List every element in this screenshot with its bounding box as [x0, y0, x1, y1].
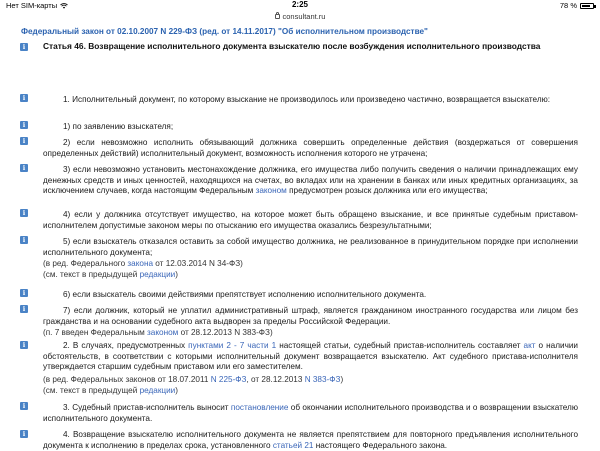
- item-1-4: 4) если у должника отсутствует имущество, на которое может быть обращено взыскание, и все принятые судебным приставом-исполнителем допустимые законом меры по отысканию его имущества оказались безрезультатными;: [43, 210, 578, 230]
- p2-text: о наличии обстоятельств, в соответствии с которыми исполнительный документ возвращается взыскателю. Акт судебного пристава-исполнителя утверждается старшим судебным приставом или его заместителем.: [43, 341, 578, 372]
- info-icon[interactable]: i: [20, 430, 28, 438]
- paragraph-3: [43, 403, 578, 424]
- law-link[interactable]: закона: [127, 259, 154, 268]
- info-icon[interactable]: i: [20, 236, 28, 244]
- item-1-3-text-b: предусмотрен розыск должника или его имущества;: [286, 186, 488, 196]
- item-1-3: [43, 165, 578, 197]
- amendment-note: [43, 259, 578, 270]
- law-link[interactable]: законом: [255, 186, 287, 196]
- info-icon[interactable]: i: [20, 209, 28, 217]
- p3-text: об окончании исполнительного производства и о возвращении взыскателю исполнительного документа.: [43, 403, 578, 423]
- law-link[interactable]: N 383-ФЗ: [304, 375, 341, 384]
- info-icon[interactable]: i: [20, 402, 28, 410]
- article-title: Статья 46. Возвращение исполнительного документа взыскателю после возбуждения исполнительного производства: [43, 41, 541, 51]
- p4-text: 4. Возвращение взыскателю исполнительного документа не является препятствием для повторного предъявления исполнительного документа к исполнению в пределах срока, установленного: [43, 430, 578, 450]
- amendment-note: [43, 328, 578, 339]
- paragraph-2: [43, 341, 578, 373]
- law-link[interactable]: законом: [147, 328, 179, 337]
- note-text: (п. 7 введен Федеральным: [43, 328, 148, 337]
- note-text: ): [175, 386, 178, 395]
- info-icon[interactable]: i: [20, 289, 28, 297]
- law-link[interactable]: N 225-ФЗ: [210, 375, 247, 384]
- info-icon[interactable]: i: [20, 121, 28, 129]
- paragraph-4: [43, 430, 578, 451]
- p2-text: настоящей статьи, судебный пристав-исполнитель составляет: [276, 341, 524, 350]
- note-text: (в ред. Федеральных законов от 18.07.2011: [43, 375, 211, 384]
- note-text: ): [175, 270, 178, 279]
- law-title[interactable]: Федеральный закон от 02.10.2007 N 229-ФЗ (ред. от 14.11.2017) "Об исполнительном производстве": [21, 27, 428, 36]
- amendment-note: [43, 375, 578, 386]
- note-text: (см. текст в предыдущей: [43, 270, 140, 279]
- note-text: (в ред. Федерального: [43, 259, 128, 268]
- act-link[interactable]: акт: [523, 341, 536, 350]
- edition-link[interactable]: редакции: [139, 270, 176, 279]
- battery-icon: [580, 3, 594, 9]
- note-text: (см. текст в предыдущей: [43, 386, 140, 395]
- p4-text: настоящего Федерального закона.: [313, 440, 448, 450]
- lock-icon: [275, 14, 280, 19]
- info-icon[interactable]: i: [20, 94, 28, 102]
- resolution-link[interactable]: постановление: [230, 403, 289, 412]
- carrier-label: Нет SIM-карты: [6, 1, 58, 10]
- p2-text: 2. В случаях, предусмотренных: [63, 341, 189, 350]
- clause-link[interactable]: пунктами 2 - 7 части 1: [188, 341, 277, 350]
- info-icon[interactable]: i: [20, 164, 28, 172]
- item-1-6: 6) если взыскатель своими действиями препятствует исполнению исполнительного документа.: [63, 290, 427, 299]
- item-1-7: 7) если должник, который не уплатил административный штраф, является гражданином иностранного государства или лицом без гражданства и на основании судебного акта выдворен за пределы Российской Федерации.: [43, 306, 578, 326]
- info-icon[interactable]: i: [20, 341, 28, 349]
- paragraph-1: 1. Исполнительный документ, по которому взыскание не производилось или произведено частично, возвращается взыскателю:: [63, 95, 551, 104]
- item-1-5: 5) если взыскатель отказался оставить за собой имущество должника, не реализованное в принудительном порядке при исполнении исполнительного документа;: [43, 237, 578, 257]
- previous-edition-note: [43, 386, 578, 397]
- edition-link[interactable]: редакции: [139, 386, 176, 395]
- info-icon[interactable]: i: [20, 305, 28, 313]
- item-1-1: 1) по заявлению взыскателя;: [63, 122, 174, 131]
- article-link[interactable]: статьей 21: [272, 440, 314, 450]
- battery-percent: 78 %: [559, 1, 577, 10]
- p3-text: 3. Судебный пристав-исполнитель выносит: [63, 403, 231, 412]
- status-bar: [0, 0, 600, 10]
- item-1-3-text-a: 3) если невозможно установить местонахождение должника, его имущества либо получить сведения о наличии принадлежащих ему денежных средств и иных ценностей, находящихся на счетах, во вкладах или на хранении в банках или иных кредитных организациях, за исключением случаев, когда настоящим Федеральным: [43, 165, 578, 196]
- previous-edition-note: [43, 270, 578, 281]
- clock: 2:25: [291, 0, 308, 9]
- item-1-2: 2) если невозможно исполнить обязывающий должника совершить определенные действия (воздержаться от совершения определенных действий) исполнительный документ, возможность исполнения которого не утрачена;: [43, 138, 578, 158]
- note-text: от 28.12.2013 N 383-ФЗ): [178, 328, 273, 337]
- info-icon[interactable]: i: [20, 137, 28, 145]
- note-text: , от 28.12.2013: [246, 375, 305, 384]
- address-bar[interactable]: [0, 10, 600, 22]
- battery-group: [560, 1, 594, 10]
- note-text: ): [340, 375, 344, 384]
- note-text: от 12.03.2014 N 34-ФЗ): [153, 259, 243, 268]
- url-text[interactable]: consultant.ru: [282, 11, 326, 21]
- info-icon[interactable]: i: [20, 43, 28, 51]
